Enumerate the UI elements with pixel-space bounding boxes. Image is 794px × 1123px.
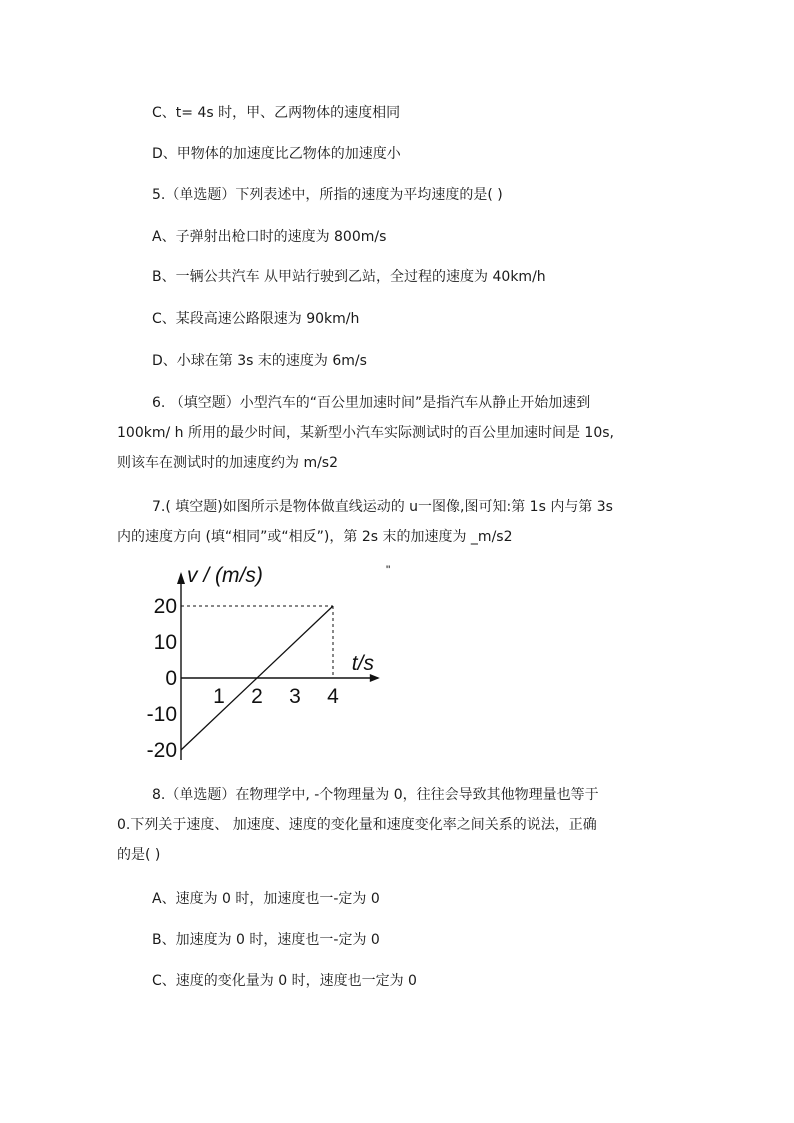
text-line-1: C、t= 4s 时，甲、乙两物体的速度相同: [152, 105, 401, 121]
text-line-2: D、甲物体的加速度比乙物体的加速度小: [152, 146, 401, 162]
y-tick-label: -10: [146, 703, 177, 726]
text-line-15: 的是( ): [117, 847, 161, 863]
text-line-16: A、速度为 0 时，加速度也一-定为 0: [152, 891, 380, 907]
y-tick-label: -20: [146, 739, 177, 762]
text-line-3: 5.（单选题）下列表述中，所指的速度为平均速度的是( ): [152, 187, 503, 203]
x-tick-label: 4: [327, 685, 339, 708]
text-line-5: B、一辆公共汽车 从甲站行驶到乙站，全过程的速度为 40km/h: [152, 269, 546, 285]
stray-mark: ": [386, 563, 391, 577]
y-axis-arrow: [177, 572, 185, 584]
text-line-14: 0.下列关于速度、 加速度、速度的变化量和速度变化率之间关系的说法，正确: [117, 817, 597, 833]
text-line-7: D、小球在第 3s 末的速度为 6m/s: [152, 353, 367, 369]
text-line-10: 则该车在测试时的加速度约为 m/s2: [117, 455, 339, 471]
text-line-13: 8.（单选题）在物理学中, -个物理量为 0，往往会导致其他物理量也等于: [152, 787, 599, 803]
text-line-4: A、子弹射出枪口时的速度为 800m/s: [152, 229, 387, 245]
graph-labels: [147, 563, 391, 762]
y-tick-label: 10: [153, 631, 177, 654]
graph-reference-lines: [181, 606, 333, 678]
velocity-time-graph: [146, 560, 391, 772]
x-tick-label: 3: [289, 685, 301, 708]
y-axis-label: v / (m/s): [187, 564, 263, 587]
text-line-9: 100km/ h 所用的最少时间，某新型小汽车实际测试时的百公里加速时间是 10s,: [117, 425, 614, 441]
text-line-6: C、某段高速公路限速为 90km/h: [152, 311, 360, 327]
text-line-8: 6. （填空题）小型汽车的“百公里加速时间”是指汽车从静止开始加速到: [152, 395, 591, 411]
x-tick-label: 2: [251, 685, 263, 708]
x-tick-label: 1: [213, 685, 225, 708]
y-tick-label: 20: [153, 595, 177, 618]
text-line-12: 内的速度方向 (填“相同”或“相反”)，第 2s 末的加速度为 _m/s2: [117, 529, 513, 545]
graph-axes: [177, 572, 380, 760]
y-tick-label: 0: [165, 667, 177, 690]
x-axis-arrow: [370, 674, 380, 682]
text-line-18: C、速度的变化量为 0 时，速度也一定为 0: [152, 973, 417, 989]
x-axis-label: t/s: [351, 652, 374, 675]
text-line-11: 7.( 填空题)如图所示是物体做直线运动的 u一图像,图可知:第 1s 内与第 3s: [152, 499, 613, 515]
text-line-17: B、加速度为 0 时，速度也一-定为 0: [152, 932, 380, 948]
